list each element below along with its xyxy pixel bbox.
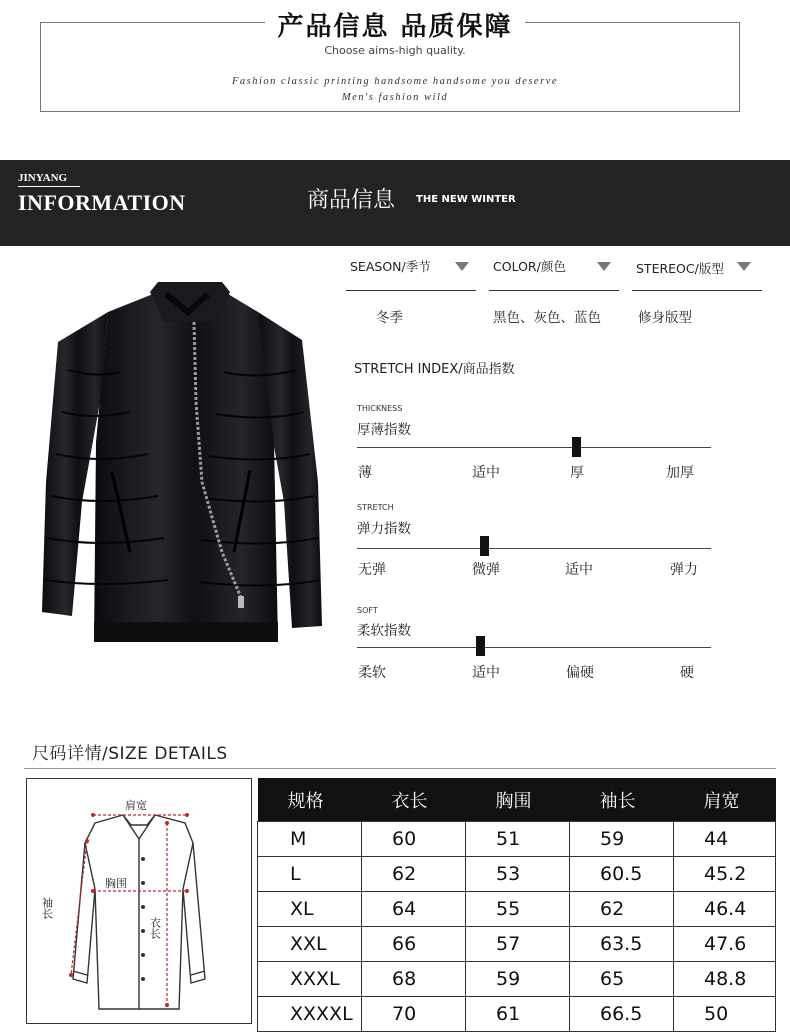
shoulder-cell: 50	[674, 997, 776, 1032]
index-scale-label: 厚	[570, 465, 584, 481]
index-scale-label: 适中	[472, 665, 500, 681]
table-row	[258, 857, 776, 892]
index-en-label: SOFT	[357, 606, 378, 615]
header-cell: 胸围	[466, 778, 570, 822]
attr-value-fit: 修身版型	[638, 310, 692, 326]
attr-label-color: COLOR/颜色	[493, 259, 566, 274]
jacket-image	[38, 282, 328, 662]
size-table-header	[258, 778, 776, 822]
index-scale-label: 薄	[358, 465, 372, 481]
index-track	[357, 647, 711, 648]
length-cell: 66	[362, 927, 466, 962]
dropdown-arrow-icon[interactable]	[597, 262, 611, 271]
index-en-label: STRETCH	[357, 503, 394, 512]
sleeve-cell: 60.5	[570, 857, 674, 892]
header-cell: 袖长	[570, 778, 674, 822]
shoulder-cell: 48.8	[674, 962, 776, 997]
attr-divider	[489, 290, 619, 291]
size-cell: XXXL	[258, 962, 362, 997]
size-cell: XL	[258, 892, 362, 927]
size-cell: L	[258, 857, 362, 892]
dropdown-arrow-icon[interactable]	[737, 262, 751, 271]
banner-title	[0, 6, 790, 43]
index-track	[357, 548, 711, 549]
shirt-outline-icon	[27, 779, 251, 1023]
brand-underline	[18, 186, 80, 187]
length-cell: 60	[362, 822, 466, 857]
length-cell: 64	[362, 892, 466, 927]
dropdown-arrow-icon[interactable]	[455, 262, 469, 271]
attr-label-season: SEASON/季节	[350, 259, 431, 274]
index-scale-label: 适中	[565, 562, 593, 578]
shoulder-cell: 45.2	[674, 857, 776, 892]
chest-cell: 53	[466, 857, 570, 892]
index-scale-label: 无弹	[358, 562, 386, 578]
index-scale-label: 适中	[472, 465, 500, 481]
sleeve-cell: 59	[570, 822, 674, 857]
table-row	[258, 892, 776, 927]
index-scale-label: 加厚	[666, 465, 694, 481]
diagram-label-sleeve: 袖长	[40, 897, 54, 919]
shoulder-cell: 46.4	[674, 892, 776, 927]
index-cn-label: 厚薄指数	[357, 422, 411, 438]
chest-cell: 55	[466, 892, 570, 927]
index-cn-label: 柔软指数	[357, 623, 411, 639]
sleeve-cell: 62	[570, 892, 674, 927]
attr-value-color: 黑色、灰色、蓝色	[493, 310, 601, 326]
attr-divider	[632, 290, 762, 291]
info-title: INFORMATION	[18, 190, 186, 215]
diagram-label-length: 衣长	[148, 917, 162, 939]
table-row	[258, 962, 776, 997]
diagram-label-shoulder: 肩宽	[125, 799, 147, 812]
index-level-marker	[572, 437, 581, 457]
size-cell: M	[258, 822, 362, 857]
chest-cell: 61	[466, 997, 570, 1032]
index-scale-label: 弹力	[670, 562, 698, 578]
sleeve-cell: 65	[570, 962, 674, 997]
size-divider	[24, 768, 776, 769]
index-scale-label: 硬	[680, 665, 694, 681]
table-row	[258, 997, 776, 1032]
shoulder-cell: 47.6	[674, 927, 776, 962]
index-level-marker	[480, 536, 489, 556]
table-row	[258, 927, 776, 962]
index-level-marker	[476, 636, 485, 656]
chest-cell: 51	[466, 822, 570, 857]
stretch-index-title: STRETCH INDEX/商品指数	[354, 362, 515, 377]
header-cell: 肩宽	[674, 778, 776, 822]
size-diagram	[26, 778, 252, 1024]
banner-tagline-1: Fashion classic printing handsome handsome you deserve	[232, 76, 558, 87]
index-track	[357, 447, 711, 448]
length-cell: 68	[362, 962, 466, 997]
size-cell: XXL	[258, 927, 362, 962]
index-scale-label: 微弹	[472, 562, 500, 578]
chest-cell: 59	[466, 962, 570, 997]
sleeve-cell: 63.5	[570, 927, 674, 962]
banner-tagline-2: Men's fashion wild	[341, 92, 449, 103]
size-table	[257, 778, 776, 1032]
header-cell: 规格	[258, 778, 362, 822]
length-cell: 62	[362, 857, 466, 892]
attr-label-fit: STEREOC/版型	[636, 261, 724, 276]
size-details-title: 尺码详情/SIZE DETAILS	[32, 744, 228, 764]
size-cell: XXXXL	[258, 997, 362, 1032]
index-scale-label: 柔软	[358, 665, 386, 681]
header-cell: 衣长	[362, 778, 466, 822]
shoulder-cell: 44	[674, 822, 776, 857]
diagram-label-chest: 胸围	[105, 877, 127, 890]
banner-title-text: 产品信息 品质保障	[265, 6, 524, 43]
length-cell: 70	[362, 997, 466, 1032]
index-scale-label: 偏硬	[566, 665, 594, 681]
sleeve-cell: 66.5	[570, 997, 674, 1032]
chest-cell: 57	[466, 927, 570, 962]
brand-name: JINYANG	[18, 172, 68, 184]
banner-subtitle: Choose aims-high quality.	[324, 44, 466, 57]
info-cn-title: 商品信息	[307, 188, 396, 213]
index-cn-label: 弹力指数	[357, 521, 411, 537]
attr-value-season: 冬季	[376, 310, 403, 326]
table-row	[258, 822, 776, 857]
info-en-subtitle: THE NEW WINTER	[416, 194, 516, 205]
index-en-label: THICKNESS	[357, 404, 403, 413]
attr-divider	[346, 290, 476, 291]
